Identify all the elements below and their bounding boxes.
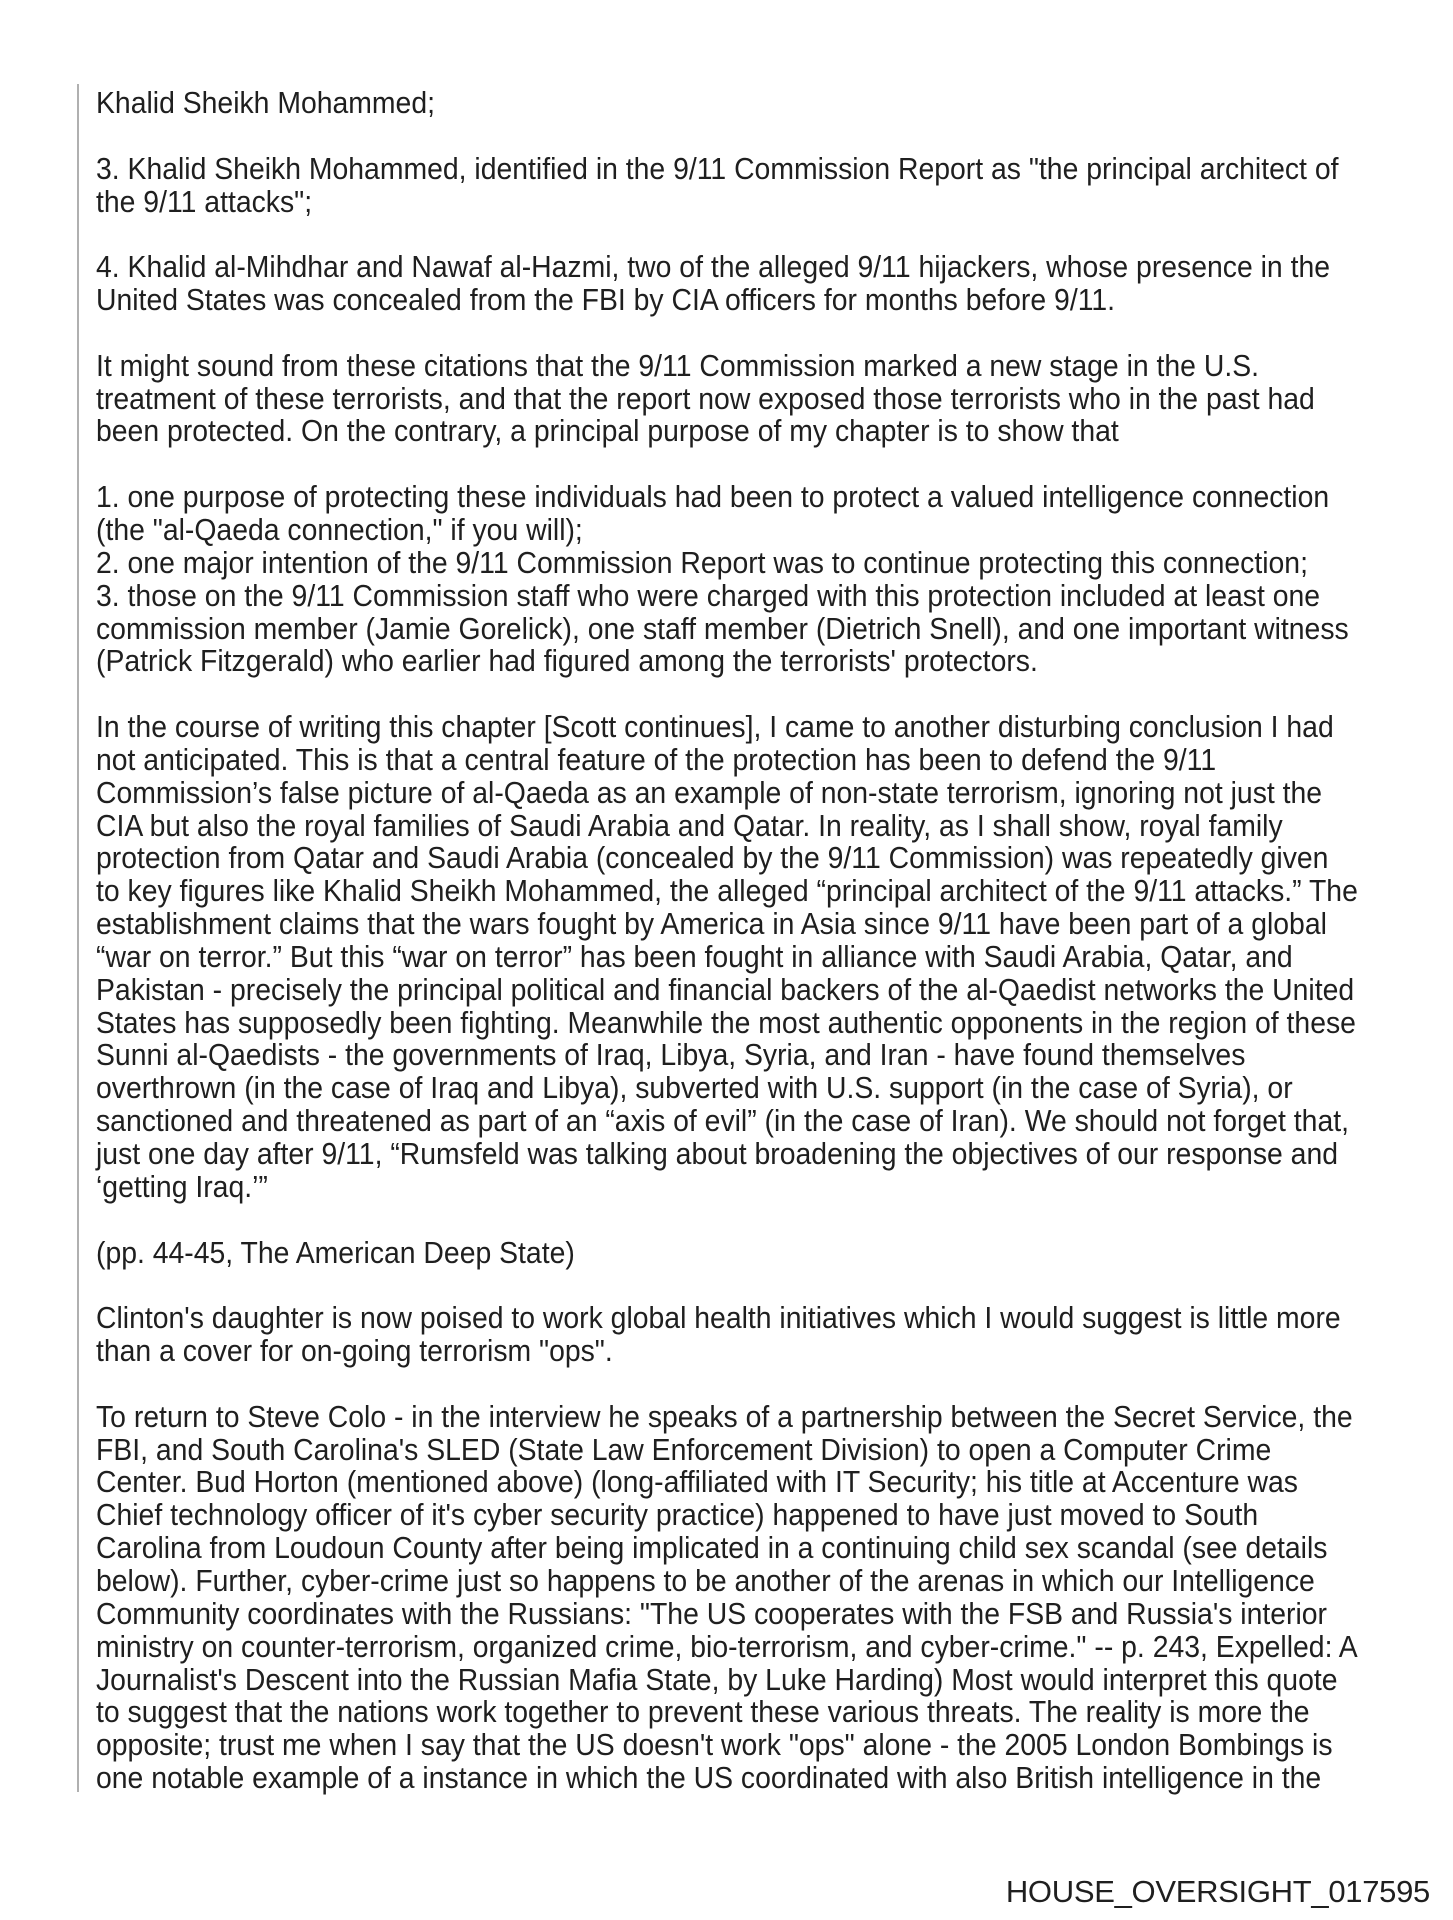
- text-line: Sunni al-Qaedists - the governments of Iraq, Libya, Syria, and Iran - have found themselves: [96, 1037, 1246, 1073]
- text-line: FBI, and South Carolina's SLED (State Law Enforcement Division) to open a Computer Crime: [96, 1431, 1272, 1467]
- paragraph: [96, 1302, 1358, 1368]
- text-line: Pakistan - precisely the principal political and financial backers of the al-Qaedist networks the United: [96, 971, 1355, 1007]
- quote-left-border: [77, 84, 79, 1792]
- text-line: 1. one purpose of protecting these individuals had been to protect a valued intelligence connection: [96, 479, 1330, 515]
- paragraph: [96, 251, 1358, 317]
- text-line: United States was concealed from the FBI by CIA officers for months before 9/11.: [96, 282, 1116, 318]
- text-line: Community coordinates with the Russians: "The US cooperates with the FSB and Russia's interior: [96, 1595, 1328, 1631]
- text-line: to suggest that the nations work together to prevent these various threats. The reality is more the: [96, 1694, 1310, 1730]
- text-line: ministry on counter-terrorism, organized crime, bio-terrorism, and cyber-crime." -- p. 243, Expelled: A: [96, 1628, 1358, 1664]
- text-line: sanctioned and threatened as part of an “axis of evil” (in the case of Iran). We should not forget that,: [96, 1103, 1349, 1139]
- text-line: Center. Bud Horton (mentioned above) (long-affiliated with IT Security; his title at Accenture was: [96, 1464, 1298, 1500]
- text-line: than a cover for on-going terrorism "ops".: [96, 1333, 613, 1369]
- text-line: It might sound from these citations that the 9/11 Commission marked a new stage in the U.S.: [96, 347, 1260, 383]
- text-line: 3. those on the 9/11 Commission staff who were charged with this protection included at least one: [96, 577, 1321, 613]
- text-line: States has supposedly been fighting. Meanwhile the most authentic opponents in the region of these: [96, 1004, 1356, 1040]
- text-line: the 9/11 attacks";: [96, 183, 313, 219]
- text-line: Journalist's Descent into the Russian Mafia State, by Luke Harding) Most would interpret this quote: [96, 1661, 1338, 1697]
- text-line: CIA but also the royal families of Saudi Arabia and Qatar. In reality, as I shall show, royal family: [96, 807, 1283, 843]
- paragraph: [96, 1234, 1358, 1270]
- text-line: (the "al-Qaeda connection," if you will);: [96, 511, 583, 547]
- text-line: establishment claims that the wars fought by America in Asia since 9/11 have been part of a global: [96, 906, 1327, 942]
- text-line: overthrown (in the case of Iraq and Libya), subverted with U.S. support (in the case of Syria), or: [96, 1070, 1293, 1106]
- text-line: To return to Steve Colo - in the interview he speaks of a partnership between the Secret Service, the: [96, 1398, 1353, 1434]
- paragraph: [96, 87, 1358, 120]
- text-line: been protected. On the contrary, a principal purpose of my chapter is to show that: [96, 413, 1119, 449]
- text-line: 4. Khalid al-Mihdhar and Nawaf al-Hazmi, two of the alleged 9/11 hijackers, whose presence in the: [96, 249, 1331, 285]
- text-line: In the course of writing this chapter [Scott continues], I came to another disturbing conclusion I had: [96, 709, 1334, 745]
- text-line: to key figures like Khalid Sheikh Mohammed, the alleged “principal architect of the 9/11 attacks.” The: [96, 873, 1358, 909]
- text-line: Commission’s false picture of al-Qaeda as an example of non-state terrorism, ignoring not just the: [96, 774, 1323, 810]
- bates-stamp: HOUSE_OVERSIGHT_017595: [1005, 1874, 1430, 1909]
- text-line: (Patrick Fitzgerald) who earlier had figured among the terrorists' protectors.: [96, 643, 1038, 679]
- text-line: 3. Khalid Sheikh Mohammed, identified in the 9/11 Commission Report as "the principal architect of: [96, 150, 1339, 186]
- text-line: (pp. 44-45, The American Deep State): [96, 1234, 575, 1270]
- text-line: ‘getting Iraq.’”: [96, 1168, 268, 1204]
- paragraph: [96, 347, 1358, 449]
- text-line: not anticipated. This is that a central feature of the protection has been to defend the 9/11: [96, 741, 1217, 777]
- text-line: opposite; trust me when I say that the US doesn't work "ops" alone - the 2005 London Bombings is: [96, 1727, 1333, 1763]
- text-line: Clinton's daughter is now poised to work global health initiatives which I would suggest is little more: [96, 1300, 1341, 1336]
- paragraph: [96, 150, 1358, 219]
- text-line: commission member (Jamie Gorelick), one staff member (Dietrich Snell), and one important witness: [96, 610, 1349, 646]
- text-line: one notable example of a instance in which the US coordinated with also British intelligence in the: [96, 1760, 1322, 1796]
- quoted-email-text: [96, 87, 1358, 1795]
- text-line: Carolina from Loudoun County after being implicated in a continuing child sex scandal (see details: [96, 1530, 1328, 1566]
- text-line: protection from Qatar and Saudi Arabia (concealed by the 9/11 Commission) was repeatedly given: [96, 840, 1329, 876]
- paragraph: [96, 481, 1358, 678]
- paragraph: [96, 711, 1358, 1204]
- paragraph: [96, 1398, 1358, 1796]
- text-line: Khalid Sheikh Mohammed;: [96, 85, 435, 120]
- text-line: just one day after 9/11, “Rumsfeld was talking about broadening the objectives of our response and: [96, 1136, 1338, 1171]
- text-line: treatment of these terrorists, and that the report now exposed those terrorists who in the past had: [96, 380, 1315, 416]
- text-line: below). Further, cyber-crime just so happens to be another of the arenas in which our Intelligence: [96, 1562, 1315, 1598]
- text-line: Chief technology officer of it's cyber security practice) happened to have just moved to South: [96, 1497, 1259, 1533]
- text-line: “war on terror.” But this “war on terror” has been fought in alliance with Saudi Arabia, Qatar, and: [96, 938, 1293, 974]
- text-line: 2. one major intention of the 9/11 Commission Report was to continue protecting this connection;: [96, 544, 1308, 580]
